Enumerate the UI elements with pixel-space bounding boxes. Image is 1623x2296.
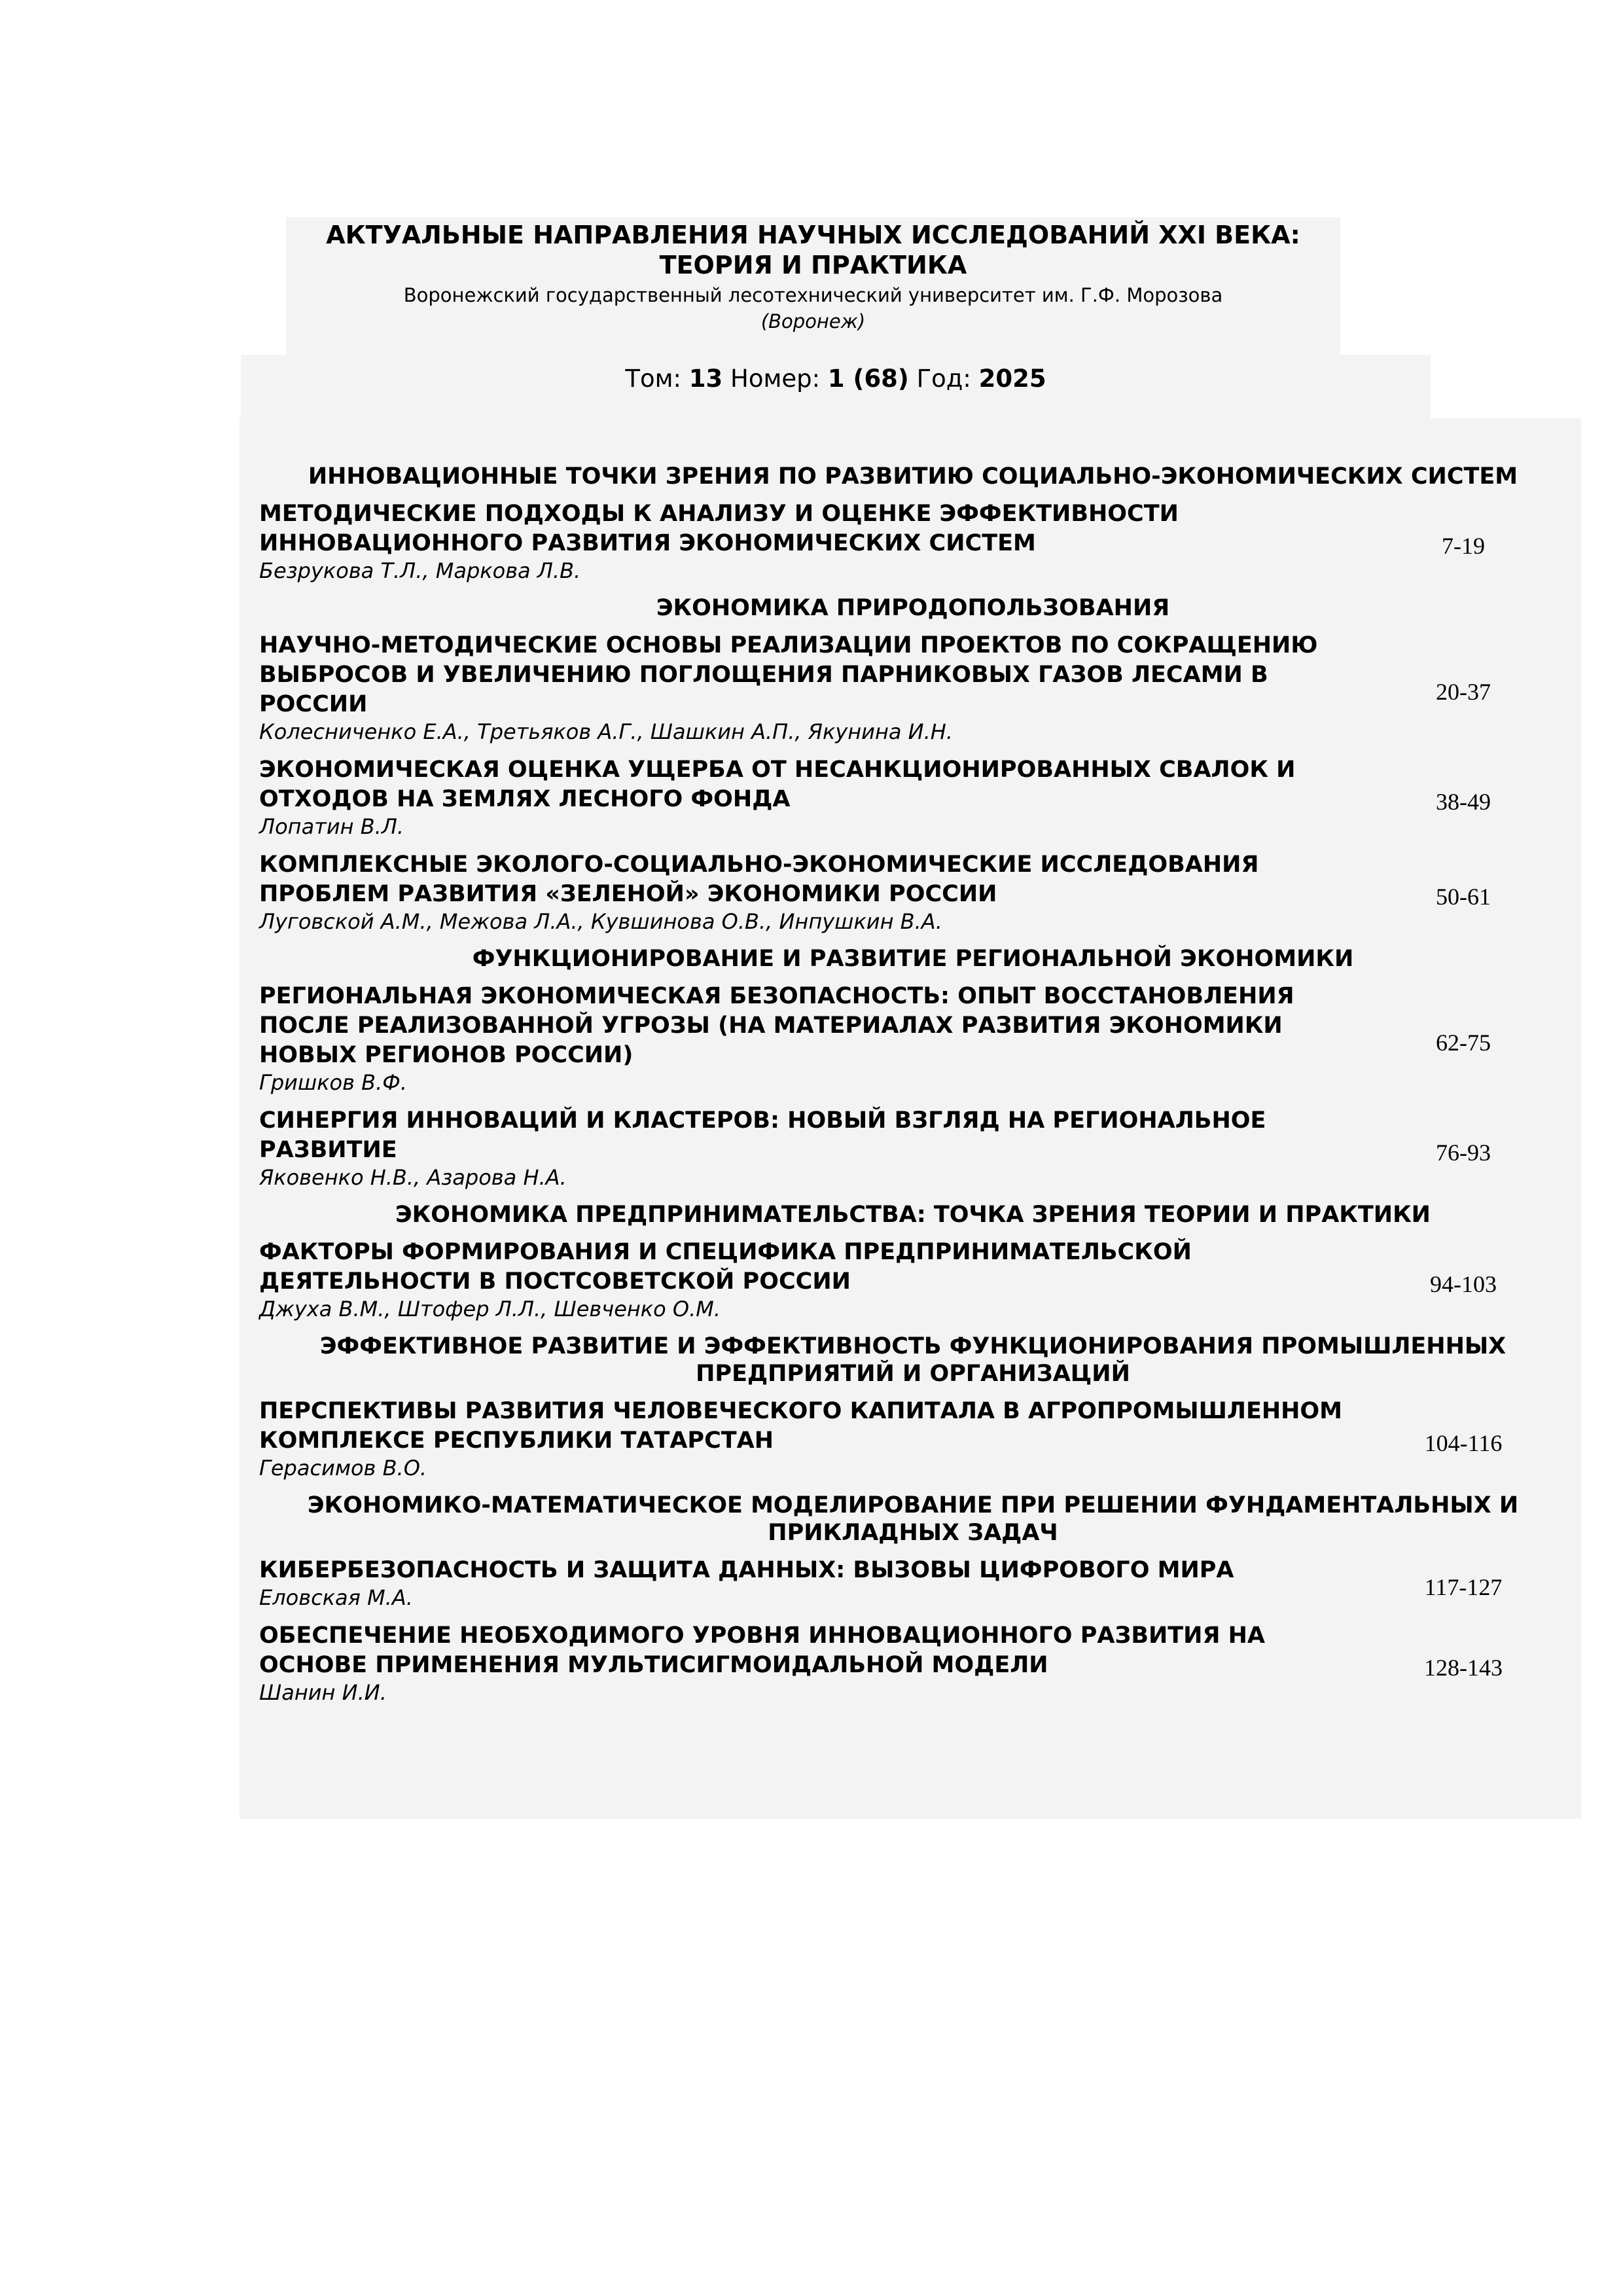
article-title-line: СИНЕРГИЯ ИННОВАЦИЙ И КЛАСТЕРОВ: НОВЫЙ ВЗГЛЯД НА РЕГИОНАЛЬНОЕ (259, 1107, 1266, 1134)
article-title-line: ПОСЛЕ РЕАЛИЗОВАННОЙ УГРОЗЫ (НА МАТЕРИАЛАХ РАЗВИТИЯ ЭКОНОМИКИ (259, 1013, 1283, 1039)
table-of-contents (240, 463, 1581, 1716)
article-authors[interactable]: Шанин И.И. (259, 1680, 387, 1705)
article-title-link[interactable] (259, 499, 1280, 558)
section-heading-line: ЭКОНОМИКА ПРЕДПРИНИМАТЕЛЬСТВА: ТОЧКА ЗРЕНИЯ ТЕОРИИ И ПРАКТИКИ (395, 1202, 1431, 1228)
article-title-link[interactable] (259, 1621, 1280, 1680)
journal-publisher[interactable]: Воронежский государственный лесотехнический университет им. Г.Ф. Морозова (403, 284, 1223, 306)
section-heading[interactable] (255, 594, 1571, 622)
section-heading-line: ИННОВАЦИОННЫЕ ТОЧКИ ЗРЕНИЯ ПО РАЗВИТИЮ СОЦИАЛЬНО-ЭКОНОМИЧЕСКИХ СИСТЕМ (308, 463, 1518, 490)
article-authors[interactable]: Безрукова Т.Л., Маркова Л.В. (259, 558, 581, 583)
article-entry (259, 755, 1542, 840)
article-authors[interactable]: Колесниченко Е.А., Третьяков А.Г., Шашкин А.П., Якунина И.Н. (259, 719, 954, 744)
section-heading-line: ФУНКЦИОНИРОВАНИЕ И РАЗВИТИЕ РЕГИОНАЛЬНОЙ ЭКОНОМИКИ (472, 946, 1354, 972)
article-authors[interactable]: Луговской А.М., Межова Л.А., Кувшинова О.В., Инпушкин В.А. (259, 909, 942, 934)
year-label: Год: (916, 365, 971, 393)
article-title-line: КОМПЛЕКСНЫЕ ЭКОЛОГО-СОЦИАЛЬНО-ЭКОНОМИЧЕСКИЕ ИССЛЕДОВАНИЯ (259, 852, 1259, 878)
section-heading[interactable] (255, 945, 1571, 973)
article-title-line: РЕГИОНАЛЬНАЯ ЭКОНОМИЧЕСКАЯ БЕЗОПАСНОСТЬ: ОПЫТ ВОССТАНОВЛЕНИЯ (259, 983, 1294, 1009)
article-entry (259, 1397, 1542, 1481)
article-title-line: ПЕРСПЕКТИВЫ РАЗВИТИЯ ЧЕЛОВЕЧЕСКОГО КАПИТАЛА В АГРОПРОМЫШЛЕННОМ (259, 1398, 1343, 1424)
article-authors[interactable]: Джуха В.М., Штофер Л.Л., Шевченко О.М. (259, 1297, 721, 1321)
article-entry (259, 631, 1542, 745)
article-entry (259, 1556, 1542, 1611)
section-heading-line: ПРЕДПРИЯТИЙ И ОРГАНИЗАЦИЙ (696, 1361, 1130, 1387)
article-title-link[interactable] (259, 850, 1280, 909)
journal-title (286, 220, 1340, 280)
article-title-line: ОТХОДОВ НА ЗЕМЛЯХ ЛЕСНОГО ФОНДА (259, 786, 791, 812)
section-heading[interactable] (255, 1492, 1571, 1547)
journal-title-line: ТЕОРИЯ И ПРАКТИКА (659, 251, 967, 279)
article-title-line: ДЕЯТЕЛЬНОСТИ В ПОСТСОВЕТСКОЙ РОССИИ (259, 1268, 851, 1295)
journal-title-line: АКТУАЛЬНЫЕ НАПРАВЛЕНИЯ НАУЧНЫХ ИССЛЕДОВАНИЙ XXI ВЕКА: (326, 221, 1300, 249)
section-heading-line: ЭКОНОМИКА ПРИРОДОПОЛЬЗОВАНИЯ (656, 595, 1170, 621)
article-authors[interactable]: Герасимов В.О. (259, 1456, 427, 1480)
article-title-line: РОССИИ (259, 691, 368, 717)
section-heading-line: ЭКОНОМИКО-МАТЕМАТИЧЕСКОЕ МОДЕЛИРОВАНИЕ ПРИ РЕШЕНИИ ФУНДАМЕНТАЛЬНЫХ И (307, 1492, 1519, 1518)
article-pages: 38-49 (1436, 788, 1491, 815)
article-pages: 62-75 (1436, 1030, 1491, 1056)
article-authors[interactable]: Гришков В.Ф. (259, 1070, 407, 1095)
article-title-line: МЕТОДИЧЕСКИЕ ПОДХОДЫ К АНАЛИЗУ И ОЦЕНКЕ ЭФФЕКТИВНОСТИ (259, 501, 1179, 527)
article-pages: 94-103 (1430, 1270, 1497, 1297)
section-heading[interactable] (255, 1333, 1571, 1388)
article-title-line: КИБЕРБЕЗОПАСНОСТЬ И ЗАЩИТА ДАННЫХ: ВЫЗОВЫ ЦИФРОВОГО МИРА (259, 1557, 1234, 1583)
article-pages: 128-143 (1424, 1654, 1503, 1681)
volume-label: Том: (625, 365, 682, 393)
article-title-link[interactable] (259, 1556, 1280, 1585)
section-heading[interactable] (255, 463, 1571, 490)
year-value[interactable]: 2025 (978, 365, 1046, 393)
article-pages: 104-116 (1424, 1429, 1503, 1456)
article-pages: 20-37 (1436, 679, 1491, 705)
article-entry (259, 850, 1542, 935)
article-title-line: НОВЫХ РЕГИОНОВ РОССИИ) (259, 1042, 633, 1068)
number-value[interactable]: 1 (68) (827, 365, 909, 393)
article-authors[interactable]: Лопатин В.Л. (259, 814, 404, 839)
article-title-link[interactable] (259, 1106, 1280, 1165)
article-entry (259, 982, 1542, 1096)
article-title-line: ЭКОНОМИЧЕСКАЯ ОЦЕНКА УЩЕРБА ОТ НЕСАНКЦИОНИРОВАННЫХ СВАЛОК И (259, 757, 1296, 783)
article-authors[interactable]: Еловская М.А. (259, 1585, 413, 1610)
journal-city: (Воронеж) (760, 310, 866, 332)
article-entry (259, 1621, 1542, 1706)
article-title-link[interactable] (259, 1238, 1280, 1297)
article-title-line: ПРОБЛЕМ РАЗВИТИЯ «ЗЕЛЕНОЙ» ЭКОНОМИКИ РОССИИ (259, 881, 997, 907)
article-title-line: РАЗВИТИЕ (259, 1137, 397, 1163)
article-entry (259, 1238, 1542, 1322)
article-pages: 50-61 (1436, 883, 1491, 910)
article-title-link[interactable] (259, 1397, 1343, 1456)
article-pages: 117-127 (1424, 1574, 1503, 1600)
article-title-line: ФАКТОРЫ ФОРМИРОВАНИЯ И СПЕЦИФИКА ПРЕДПРИНИМАТЕЛЬСКОЙ (259, 1239, 1192, 1265)
article-pages: 76-93 (1436, 1139, 1491, 1166)
number-label: Номер: (730, 365, 821, 393)
article-pages: 7-19 (1442, 532, 1485, 559)
article-title-line: ИННОВАЦИОННОГО РАЗВИТИЯ ЭКОНОМИЧЕСКИХ СИСТЕМ (259, 530, 1036, 556)
section-heading-line: ЭФФЕКТИВНОЕ РАЗВИТИЕ И ЭФФЕКТИВНОСТЬ ФУНКЦИОНИРОВАНИЯ ПРОМЫШЛЕННЫХ (319, 1333, 1507, 1359)
article-title-line: ОСНОВЕ ПРИМЕНЕНИЯ МУЛЬТИСИГМОИДАЛЬНОЙ МОДЕЛИ (259, 1652, 1048, 1678)
article-authors[interactable]: Яковенко Н.В., Азарова Н.А. (259, 1165, 567, 1190)
article-title-link[interactable] (259, 631, 1318, 719)
volume-value[interactable]: 13 (688, 365, 723, 393)
issue-line (241, 364, 1431, 394)
article-title-line: НАУЧНО-МЕТОДИЧЕСКИЕ ОСНОВЫ РЕАЛИЗАЦИИ ПРОЕКТОВ ПО СОКРАЩЕНИЮ (259, 632, 1318, 658)
article-title-link[interactable] (259, 755, 1296, 814)
article-title-line: ВЫБРОСОВ И УВЕЛИЧЕНИЮ ПОГЛОЩЕНИЯ ПАРНИКОВЫХ ГАЗОВ ЛЕСАМИ В (259, 662, 1268, 688)
article-entry (259, 499, 1542, 584)
article-title-link[interactable] (259, 982, 1294, 1070)
article-entry (259, 1106, 1542, 1191)
article-title-line: ОБЕСПЕЧЕНИЕ НЕОБХОДИМОГО УРОВНЯ ИННОВАЦИОННОГО РАЗВИТИЯ НА (259, 1623, 1265, 1649)
section-heading[interactable] (255, 1201, 1571, 1229)
section-heading-line: ПРИКЛАДНЫХ ЗАДАЧ (768, 1520, 1058, 1546)
article-title-line: КОМПЛЕКСЕ РЕСПУБЛИКИ ТАТАРСТАН (259, 1427, 774, 1454)
